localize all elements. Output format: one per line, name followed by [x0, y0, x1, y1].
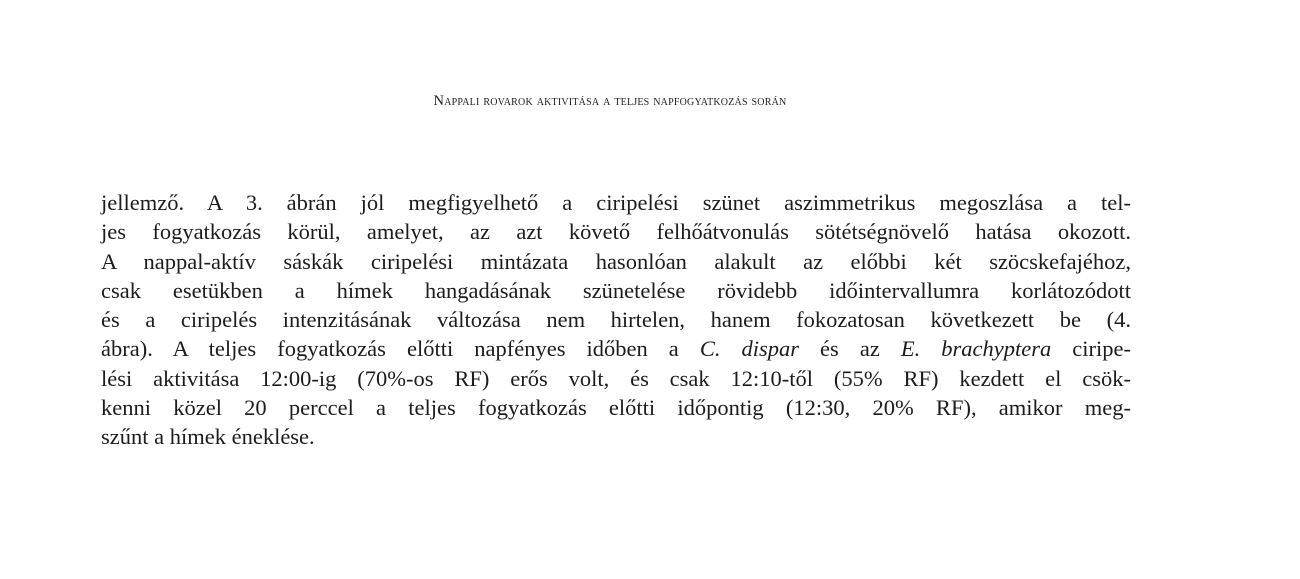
text-line-4: csak esetükben a hímek hangadásának szünetelése rövidebb időintervallumra korlátozódott	[101, 277, 1131, 303]
text-line-6-start: ábra). A teljes fogyatkozás előtti napfényes időben a	[101, 336, 700, 362]
species-name-c-dispar: C. dispar	[699, 336, 800, 362]
text-line-6	[101, 334, 1131, 363]
text-line-6-end: ciripe-	[1051, 336, 1132, 362]
species-name-e-brachyptera: E. brachyptera	[900, 336, 1052, 362]
text-line-2: jes fogyatkozás körül, amelyet, az azt követő felhőátvonulás sötétségnövelő hatása okozott.	[101, 219, 1131, 245]
text-line-6-middle: és az	[799, 336, 901, 362]
running-head: Nappali rovarok aktivitása a teljes napfogyatkozás során	[433, 93, 787, 109]
text-line-9: szűnt a hímek éneklése.	[101, 424, 315, 450]
text-line-1: jellemző. A 3. ábrán jól megfigyelhető a ciripelési szünet aszimmetrikus megoszlása a tel-	[101, 190, 1131, 215]
text-line-7: lési aktivitása 12:00-ig (70%-os RF) erős volt, és csak 12:10-től (55% RF) kezdett el csök-	[101, 365, 1131, 391]
text-line-3: A nappal-aktív sáskák ciripelési mintázata hasonlóan alakult az előbbi két szöcskefajéhoz,	[101, 248, 1131, 274]
body-paragraph	[101, 188, 1131, 452]
text-line-8: kenni közel 20 perccel a teljes fogyatkozás előtti időpontig (12:30, 20% RF), amikor meg-	[101, 395, 1131, 421]
text-line-5: és a ciripelés intenzitásának változása nem hirtelen, hanem fokozatosan következett be (4.	[101, 307, 1131, 333]
